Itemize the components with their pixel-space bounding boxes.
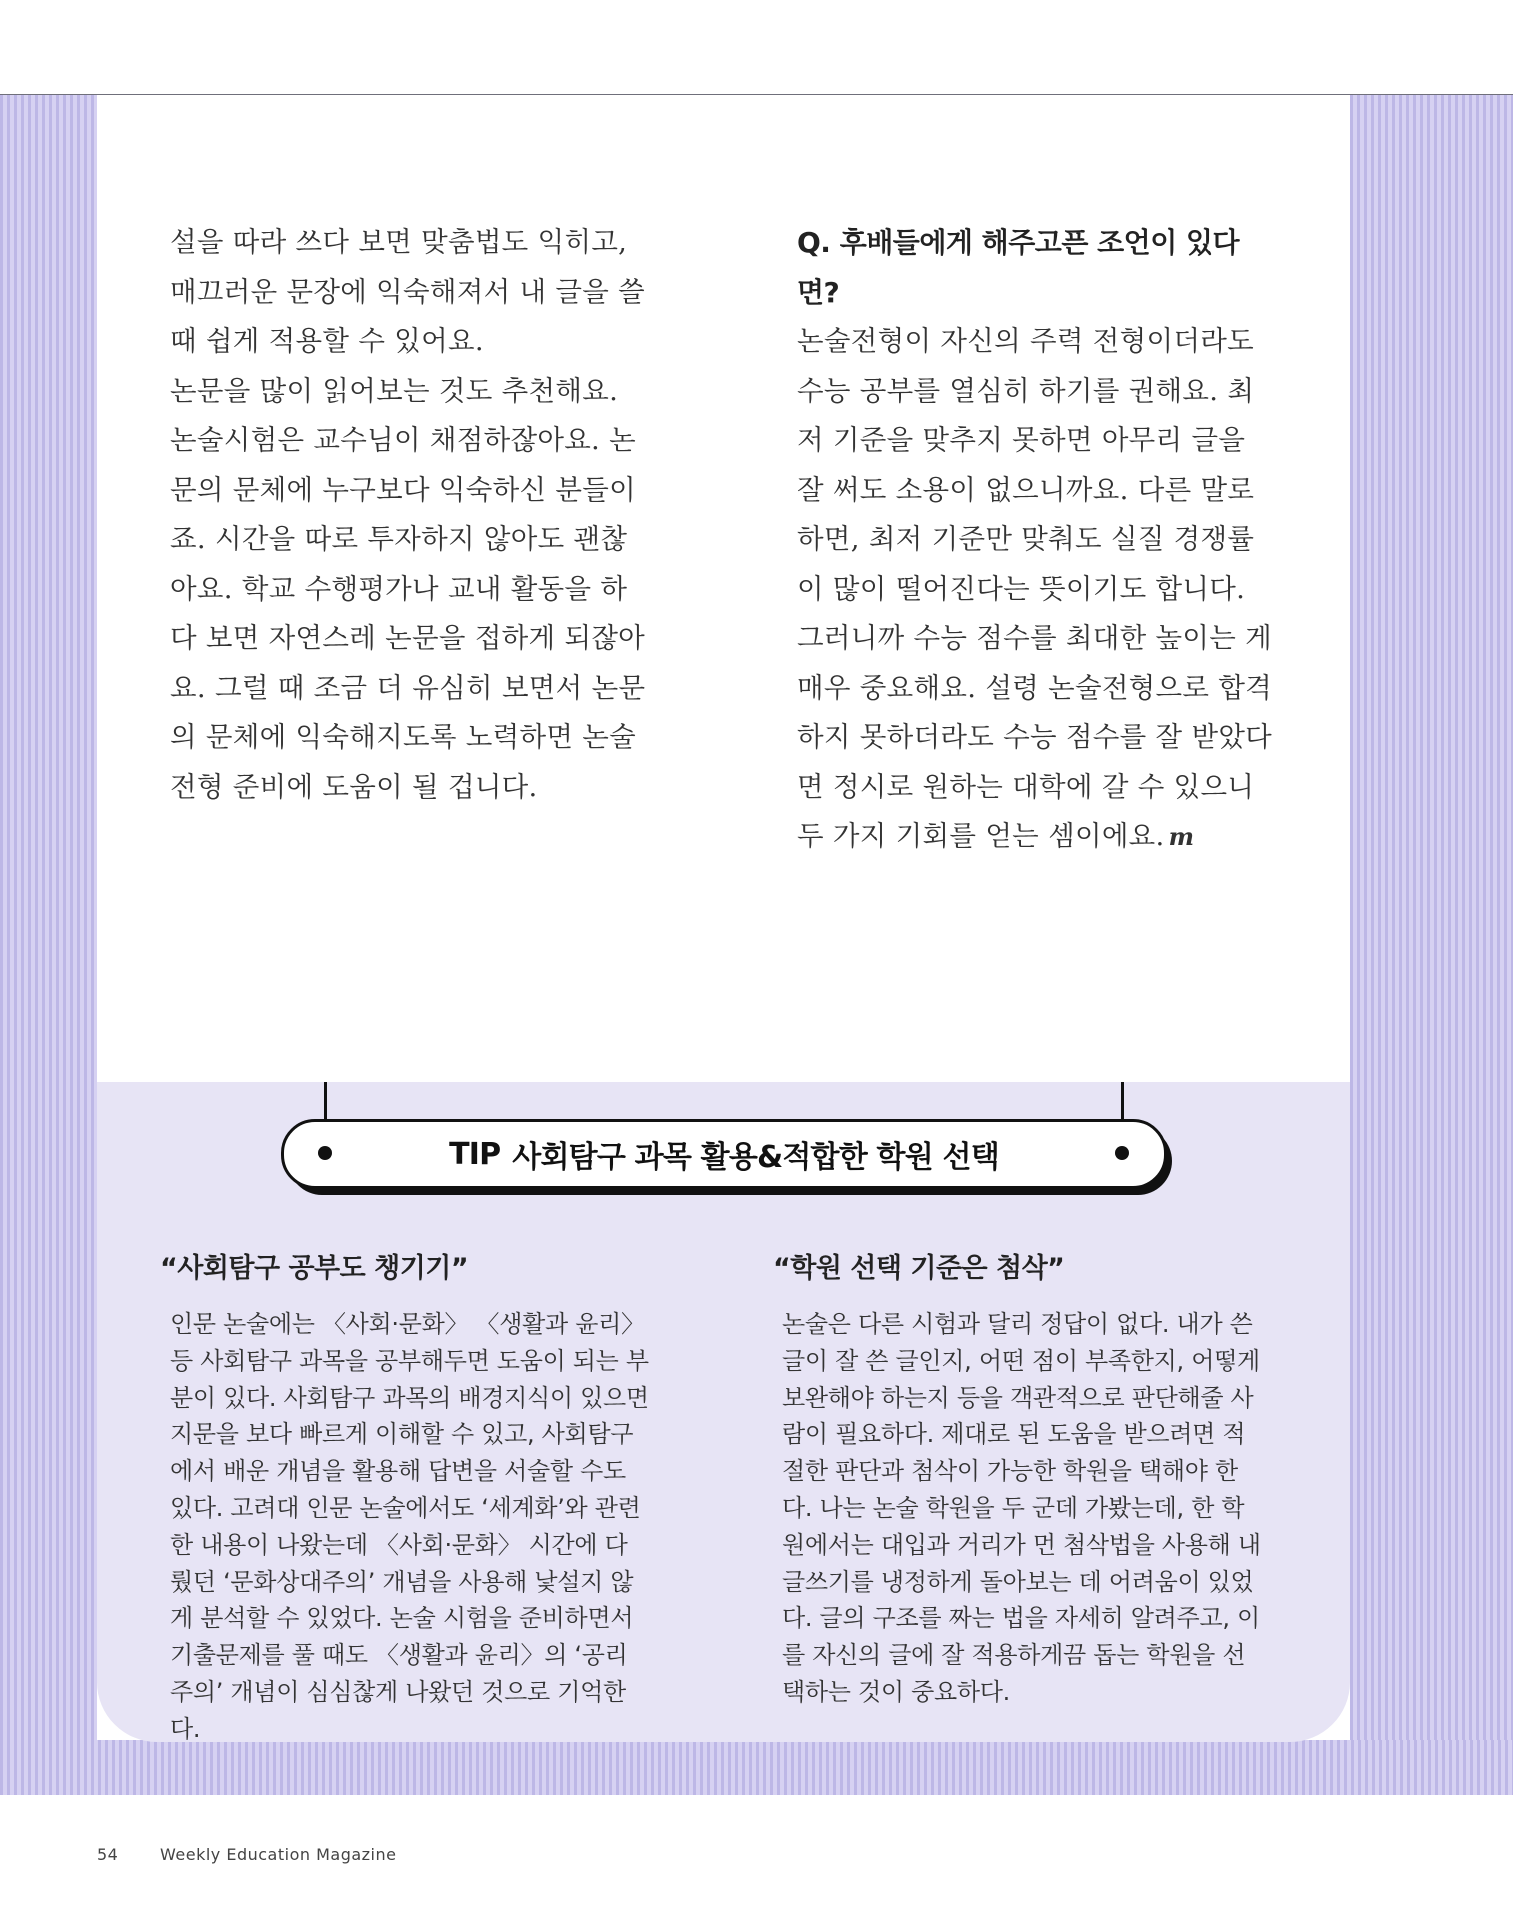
tip-label: TIP (449, 1136, 501, 1172)
answer-paragraph (797, 317, 1277, 862)
magazine-name: Weekly Education Magazine (160, 1845, 397, 1864)
tip-dot-right (1115, 1146, 1129, 1160)
question-heading: Q. 후배들에게 해주고픈 조언이 있다면? (797, 226, 1240, 309)
tip-left-heading: “사회탐구 공부도 챙기기” (160, 1253, 469, 1284)
answer-text: 논술전형이 자신의 주력 전형이더라도 수능 공부를 열심히 하기를 권해요. 최저 기준을 맞추지 못하면 아무리 글을 잘 써도 소용이 없으니까요. 다른 말로 하면, 최저 기준만 맞춰도 실질 경쟁률이 많이 떨어진다는 뜻이기도 합니다. 그러니까 수능 점수를 최대한 높이는 게 매우 중요해요. 설령 논술전형으로 합격하지 못하더라도 수능 점수를 잘 받았다면 정시로 원하는 대학에 갈 수 있으니 두 가지 기회를 얻는 셈이에요. (797, 325, 1273, 852)
left-paragraph-1: 설을 따라 쓰다 보면 맞춤법도 익히고, 매끄러운 문장에 익숙해져서 내 글을 쓸 때 쉽게 적용할 수 있어요. (170, 226, 646, 357)
tip-title: 사회탐구 과목 활용&적합한 학원 선택 (512, 1140, 999, 1175)
bottom-stripe-border (0, 1740, 1513, 1795)
left-paragraph-2: 논문을 많이 읽어보는 것도 추천해요. 논술시험은 교수님이 채점하잖아요. 논문의 문체에 누구보다 익숙하신 분들이죠. 시간을 따로 투자하지 않아도 괜찮아요. 학교 수행평가나 교내 활동을 하다 보면 자연스레 논문을 접하게 되잖아요. 그럴 때 조금 더 유심히 보면서 논문의 문체에 익숙해지도록 노력하면 논술전형 준비에 도움이 될 겁니다. (170, 374, 646, 803)
left-column (170, 218, 650, 812)
page-number: 54 (97, 1845, 119, 1864)
tip-right-body: 논술은 다른 시험과 달리 정답이 없다. 내가 쓴 글이 잘 쓴 글인지, 어떤 점이 부족한지, 어떻게 보완해야 하는지 등을 객관적으로 판단해줄 사람이 필요하다. 제대로 된 도움을 받으려면 적절한 판단과 첨삭이 가능한 학원을 택해야 한다. 나는 논술 학원을 두 군데 가봤는데, 한 학원에서는 대입과 거리가 먼 첨삭법을 사용해 내 글쓰기를 냉정하게 돌아보는 데 어려움이 있었다. 글의 구조를 짜는 법을 자세히 알려주고, 이를 자신의 글에 잘 적용하게끔 돕는 학원을 선택하는 것이 중요하다. (782, 1310, 1261, 1706)
tip-dot-left (318, 1146, 332, 1160)
tip-right-heading: “학원 선택 기준은 첨삭” (773, 1253, 1065, 1284)
left-stripe-border (0, 95, 97, 1795)
right-column (797, 218, 1277, 862)
end-mark-icon: m (1168, 822, 1195, 851)
tip-left-body: 인문 논술에는 〈사회·문화〉 〈생활과 윤리〉 등 사회탐구 과목을 공부해두면 도움이 되는 부분이 있다. 사회탐구 과목의 배경지식이 있으면 지문을 보다 빠르게 이해할 수 있고, 사회탐구에서 배운 개념을 활용해 답변을 서술할 수도 있다. 고려대 인문 논술에서도 ‘세계화’와 관련한 내용이 나왔는데 〈사회·문화〉 시간에 다뤘던 ‘문화상대주의’ 개념을 사용해 낯설지 않게 분석할 수 있었다. 논술 시험을 준비하면서 기출문제를 풀 때도 〈생활과 윤리〉의 ‘공리주의’ 개념이 심심찮게 나왔던 것으로 기억한다. (170, 1310, 649, 1743)
tip-title-box (281, 1119, 1167, 1189)
right-stripe-border (1350, 95, 1513, 1795)
